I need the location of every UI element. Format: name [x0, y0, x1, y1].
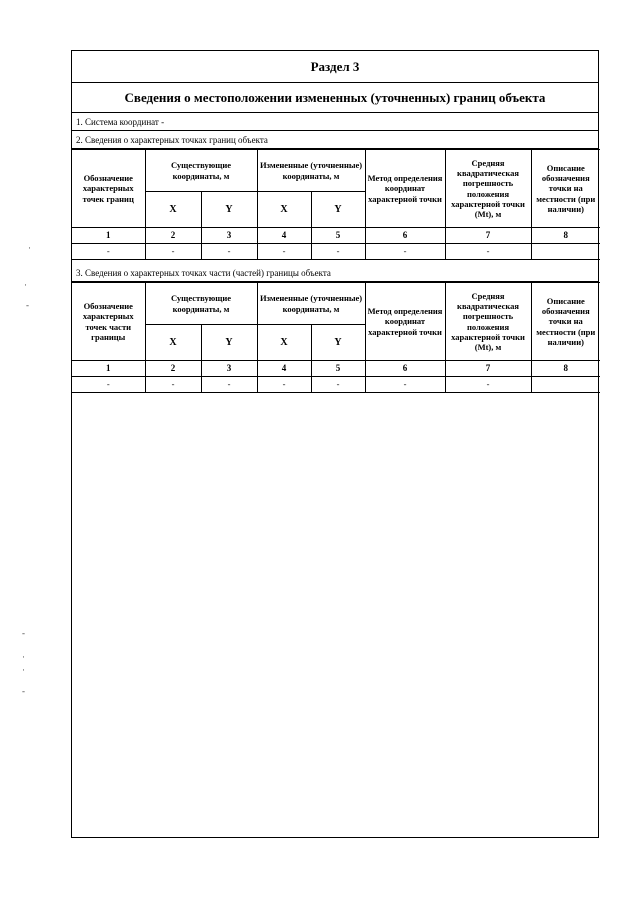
table-cell: -: [72, 377, 145, 393]
header-existing-y: Y: [201, 325, 257, 361]
scan-mark: -: [22, 686, 25, 696]
scan-mark: ·: [28, 243, 31, 253]
table-cell: -: [257, 377, 311, 393]
table-cell: -: [365, 377, 445, 393]
coordinate-system-line: 1. Система координат -: [72, 113, 598, 131]
column-number: 6: [365, 228, 445, 244]
header-existing-coords: Существующие координаты, м: [145, 283, 257, 325]
header-existing-x: X: [145, 325, 201, 361]
header-method: Метод определения координат характерной точки: [365, 150, 445, 228]
header-changed-y: Y: [311, 192, 365, 228]
boundary-points-table: [72, 149, 600, 260]
header-existing-x: X: [145, 192, 201, 228]
column-number: 1: [72, 361, 145, 377]
document-frame: [71, 50, 599, 838]
column-number: 7: [445, 361, 531, 377]
column-number: 4: [257, 361, 311, 377]
column-numbers-row: [72, 228, 600, 244]
table-cell: -: [365, 244, 445, 260]
table-cell: -: [257, 244, 311, 260]
scan-mark: ·: [24, 280, 27, 290]
table-cell: -: [311, 377, 365, 393]
header-error: Средняя квадратическая погрешность положения характерной точки (Mt), м: [445, 150, 531, 228]
column-numbers-row: [72, 361, 600, 377]
header-existing-y: Y: [201, 192, 257, 228]
section-title: Раздел 3: [72, 51, 598, 83]
header-changed-y: Y: [311, 325, 365, 361]
table-cell: [531, 377, 600, 393]
header-designation: Обозначение характерных точек части границы: [72, 283, 145, 361]
header-description: Описание обозначения точки на местности (при наличии): [531, 150, 600, 228]
table-cell: -: [201, 244, 257, 260]
header-existing-coords: Существующие координаты, м: [145, 150, 257, 192]
column-number: 2: [145, 228, 201, 244]
scan-mark: -: [22, 628, 25, 638]
header-changed-coords: Измененные (уточненные) координаты, м: [257, 283, 365, 325]
scan-mark: ·: [22, 652, 25, 662]
document-title: Сведения о местоположении измененных (уточненных) границ объекта: [72, 83, 598, 113]
column-number: 2: [145, 361, 201, 377]
column-number: 7: [445, 228, 531, 244]
header-changed-x: X: [257, 325, 311, 361]
scan-mark: -: [26, 300, 29, 310]
table-cell: -: [311, 244, 365, 260]
boundary-points-heading: 2. Сведения о характерных точках границ объекта: [72, 131, 598, 149]
column-number: 3: [201, 228, 257, 244]
table-cell: -: [445, 377, 531, 393]
column-number: 1: [72, 228, 145, 244]
column-number: 8: [531, 228, 600, 244]
table-cell: -: [72, 244, 145, 260]
part-boundary-points-heading: 3. Сведения о характерных точках части (частей) границы объекта: [72, 264, 598, 282]
header-error: Средняя квадратическая погрешность положения характерной точки (Mt), м: [445, 283, 531, 361]
table-cell: -: [201, 377, 257, 393]
header-method: Метод определения координат характерной точки: [365, 283, 445, 361]
table-cell: -: [145, 377, 201, 393]
column-number: 3: [201, 361, 257, 377]
column-number: 5: [311, 228, 365, 244]
header-designation: Обозначение характерных точек границ: [72, 150, 145, 228]
part-boundary-points-table: [72, 282, 600, 393]
table-cell: -: [145, 244, 201, 260]
header-changed-coords: Измененные (уточненные) координаты, м: [257, 150, 365, 192]
table-row: [72, 377, 600, 393]
header-changed-x: X: [257, 192, 311, 228]
column-number: 5: [311, 361, 365, 377]
table-cell: [531, 244, 600, 260]
column-number: 4: [257, 228, 311, 244]
header-description: Описание обозначения точки на местности (при наличии): [531, 283, 600, 361]
scan-mark: ·: [22, 665, 25, 675]
column-number: 8: [531, 361, 600, 377]
table-row: [72, 244, 600, 260]
table-cell: -: [445, 244, 531, 260]
column-number: 6: [365, 361, 445, 377]
